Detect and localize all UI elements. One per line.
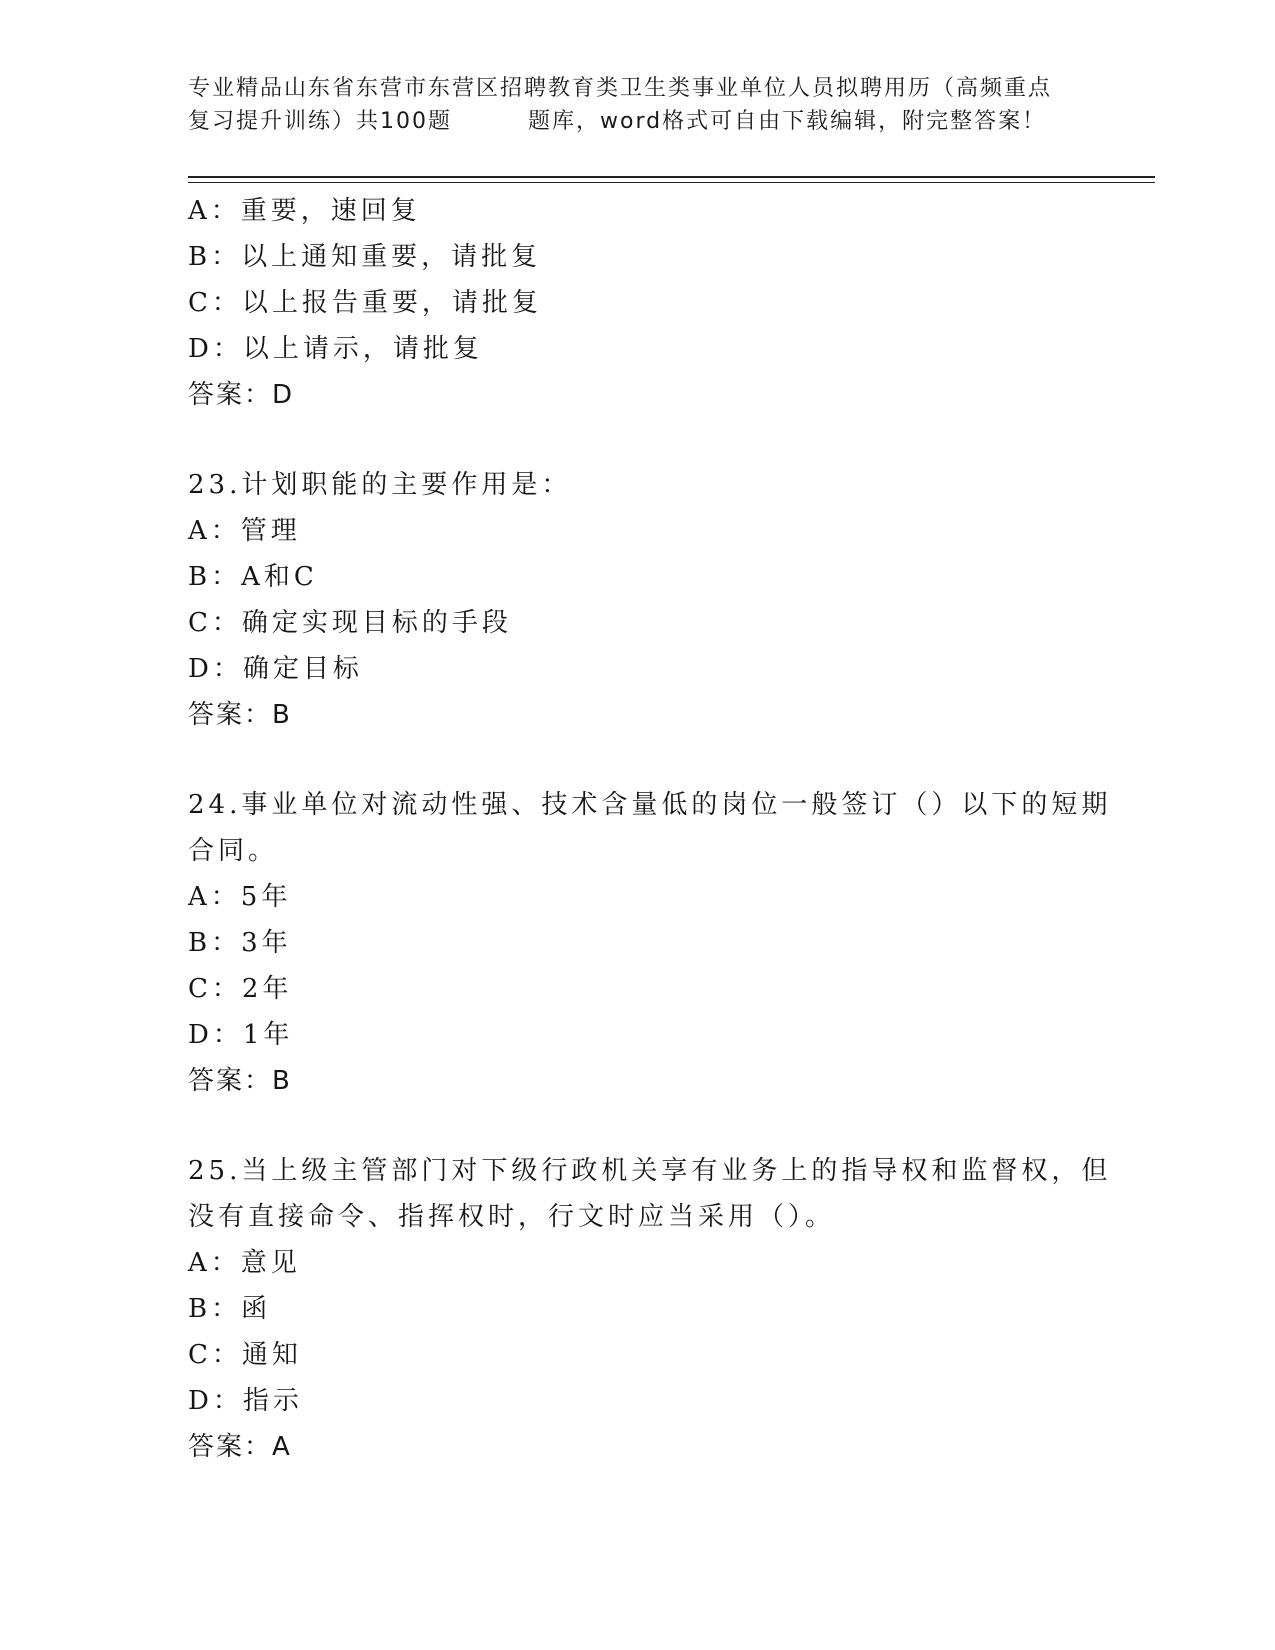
option-c: C：通知 (188, 1340, 302, 1370)
option-b: B：以上通知重要，请批复 (188, 242, 542, 272)
option-d: D：确定目标 (188, 654, 363, 684)
option-b: B：3年 (188, 928, 292, 958)
option-a: A：5年 (188, 882, 292, 912)
question-text-line-1: 24.事业单位对流动性强、技术含量低的岗位一般签订（）以下的短期 (188, 790, 1112, 820)
option-a: A：意见 (188, 1248, 301, 1278)
question-spacer (188, 418, 1108, 462)
question-block-23 (188, 462, 1108, 738)
header-title-part-2: 题库，word格式可自由下载编辑，附完整答案！ (528, 109, 1047, 134)
option-a: A：管理 (188, 516, 301, 546)
option-d: D：以上请示，请批复 (188, 334, 483, 364)
question-text: 23.计划职能的主要作用是： (188, 470, 572, 500)
question-text-line-2: 没有直接命令、指挥权时，行文时应当采用（）。 (188, 1202, 836, 1232)
question-spacer (188, 738, 1108, 782)
header-divider-thick (188, 176, 1155, 178)
question-spacer (188, 1104, 1108, 1148)
header-title-part-1: 复习提升训练）共100题 (188, 109, 452, 134)
question-block-25 (188, 1148, 1112, 1470)
question-block-partial (188, 188, 1108, 418)
answer-line: 答案：B (188, 700, 292, 730)
option-c: C：2年 (188, 974, 293, 1004)
option-c: C：以上报告重要，请批复 (188, 288, 542, 318)
answer-line: 答案：B (188, 1066, 292, 1096)
option-c: C：确定实现目标的手段 (188, 608, 512, 638)
header-title-line-1: 专业精品山东省东营市东营区招聘教育类卫生类事业单位人员拟聘用历（高频重点 (188, 76, 1053, 101)
question-list (188, 188, 1112, 1470)
option-d: D：指示 (188, 1386, 303, 1416)
option-d: D：1年 (188, 1020, 294, 1050)
answer-line: 答案：D (188, 380, 295, 410)
header-title-line-2 (188, 105, 1088, 138)
header-divider-thin (188, 182, 1155, 183)
option-b: B：A和C (188, 562, 318, 592)
question-text-line-1: 25.当上级主管部门对下级行政机关享有业务上的指导权和监督权，但 (188, 1156, 1112, 1186)
answer-line: 答案：A (188, 1432, 292, 1462)
question-text-line-2: 合同。 (188, 836, 279, 866)
document-header (188, 72, 1088, 138)
option-a: A：重要，速回复 (188, 196, 421, 226)
question-block-24 (188, 782, 1112, 1104)
option-b: B：函 (188, 1294, 272, 1324)
